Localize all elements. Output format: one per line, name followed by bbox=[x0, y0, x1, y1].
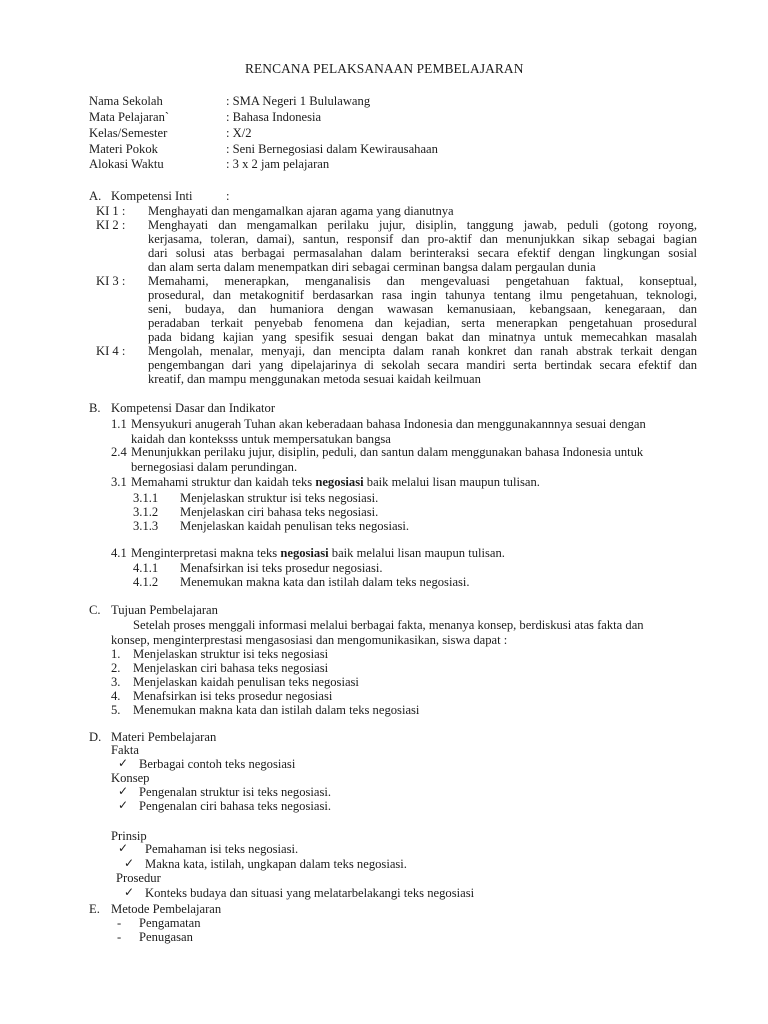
kd-number: 1.1 bbox=[111, 417, 127, 431]
kd-text: bernegosiasi dalam perundingan. bbox=[131, 460, 298, 474]
ki-label: KI 3 : bbox=[96, 274, 126, 288]
ki-text-line: pengembangan dari yang dipelajarinya di sekolah secara mandiri serta bertindak secara efektif dan bbox=[148, 358, 697, 372]
section-heading: Metode Pembelajaran bbox=[111, 902, 222, 916]
list-number: 2. bbox=[111, 661, 121, 675]
kd-number: 4.1 bbox=[111, 546, 127, 560]
indicator-number: 4.1.2 bbox=[133, 575, 159, 589]
indicator-text: Menafsirkan isi teks prosedur negosiasi. bbox=[180, 561, 383, 575]
identity-label: Nama Sekolah bbox=[89, 94, 163, 108]
indicator-text: Menjelaskan ciri bahasa teks negosiasi. bbox=[180, 505, 379, 519]
indicator-number: 3.1.2 bbox=[133, 505, 159, 519]
kd-number: 2.4 bbox=[111, 445, 127, 459]
ki-text-line: prosedural, dan metakognitif berdasarkan rasa ingin tahunya tentang ilmu pengetahuan, teknologi, bbox=[148, 288, 697, 302]
check-mark-icon: ✓ bbox=[124, 885, 135, 899]
list-number: 4. bbox=[111, 689, 121, 703]
kd-text-part: Memahami struktur dan kaidah teks bbox=[131, 475, 316, 489]
section-letter: A. bbox=[89, 189, 102, 203]
section-colon: : bbox=[226, 189, 230, 203]
identity-label: Kelas/Semester bbox=[89, 126, 168, 140]
section-heading: Kompetensi Inti bbox=[111, 189, 193, 203]
kd-text-part: baik melalui lisan maupun tulisan. bbox=[363, 475, 540, 489]
list-number: 3. bbox=[111, 675, 121, 689]
ki-label: KI 4 : bbox=[96, 344, 126, 358]
identity-label: Materi Pokok bbox=[89, 142, 158, 156]
indicator-text: Menjelaskan struktur isi teks negosiasi. bbox=[180, 491, 379, 505]
kd-text: kaidah dan konteksss untuk mempersatukan bangsa bbox=[131, 432, 391, 446]
identity-value: : X/2 bbox=[226, 126, 252, 140]
section-heading: Kompetensi Dasar dan Indikator bbox=[111, 401, 276, 415]
kd-keyword: negosiasi bbox=[315, 475, 364, 489]
ki-text-line: Memahami, menerapkan, menganalisis dan mengevaluasi pengetahuan faktual, konseptual, bbox=[148, 274, 697, 288]
indicator-number: 3.1.1 bbox=[133, 491, 159, 505]
indicator-text: Menjelaskan kaidah penulisan teks negosiasi. bbox=[180, 519, 410, 533]
ki-text-line: dari solusi atas berbagai permasalahan dalam berinteraksi secara efektif dengan lingkungan sosial bbox=[148, 246, 697, 260]
check-mark-icon: ✓ bbox=[118, 784, 129, 798]
kd-text-part: Menginterpretasi makna teks bbox=[131, 546, 281, 560]
paragraph-line: Setelah proses menggali informasi melalui berbagai fakta, menanya konsep, berdiskusi atas fakta dan bbox=[133, 618, 644, 632]
kd-text: Mensyukuri anugerah Tuhan akan keberadaan bahasa Indonesia dan menggunakannnya sesuai dengan bbox=[131, 417, 646, 431]
kd-number: 3.1 bbox=[111, 475, 127, 489]
check-mark-icon: ✓ bbox=[124, 856, 135, 870]
ki-text-line: peradaban terkait penyebab fenomena dan kejadian, serta menerapkan pengetahuan prosedural bbox=[148, 316, 697, 330]
list-number: 5. bbox=[111, 703, 121, 717]
section-letter: C. bbox=[89, 603, 101, 617]
section-letter: D. bbox=[89, 730, 102, 744]
ki-text-line: kerjasama, toleran, damai), santun, responsif dan pro-aktif dan menunjukkan sikap sebagai bagian bbox=[148, 232, 697, 246]
material-item: Konteks budaya dan situasi yang melatarbelakangi teks negosiasi bbox=[145, 886, 475, 900]
subsection-label: Fakta bbox=[111, 743, 139, 757]
list-item: Menjelaskan ciri bahasa teks negosiasi bbox=[133, 661, 329, 675]
section-heading: Materi Pembelajaran bbox=[111, 730, 217, 744]
identity-label: Mata Pelajaran` bbox=[89, 110, 170, 124]
subsection-label: Prosedur bbox=[116, 871, 161, 885]
list-item: Menjelaskan kaidah penulisan teks negosiasi bbox=[133, 675, 359, 689]
material-item: Berbagai contoh teks negosiasi bbox=[139, 757, 296, 771]
check-mark-icon: ✓ bbox=[118, 756, 129, 770]
kd-text-part: baik melalui lisan maupun tulisan. bbox=[328, 546, 505, 560]
check-mark-icon: ✓ bbox=[118, 798, 129, 812]
kd-text bbox=[131, 476, 540, 489]
ki-text-line: Menghayati dan mengamalkan ajaran agama yang dianutnya bbox=[148, 204, 454, 218]
identity-value: : Bahasa Indonesia bbox=[226, 110, 322, 124]
method-item: Penugasan bbox=[139, 930, 193, 944]
section-heading: Tujuan Pembelajaran bbox=[111, 603, 218, 617]
ki-text-line: seni, budaya, dan humaniora dengan wawasan kemanusiaan, kebangsaan, kenegaraan, dan bbox=[148, 302, 697, 316]
identity-value: : Seni Bernegosiasi dalam Kewirausahaan bbox=[226, 142, 438, 156]
indicator-number: 4.1.1 bbox=[133, 561, 159, 575]
indicator-number: 3.1.3 bbox=[133, 519, 159, 533]
list-number: 1. bbox=[111, 647, 121, 661]
ki-text-line: Menghayati dan mengamalkan perilaku jujur, disiplin, tanggung jawab, peduli (gotong royong, bbox=[148, 218, 697, 232]
material-item: Pengenalan struktur isi teks negosiasi. bbox=[139, 785, 332, 799]
list-item: Menemukan makna kata dan istilah dalam teks negosiasi bbox=[133, 703, 420, 717]
material-item: Pemahaman isi teks negosiasi. bbox=[145, 842, 299, 856]
identity-value: : SMA Negeri 1 Bululawang bbox=[226, 94, 371, 108]
section-letter: B. bbox=[89, 401, 101, 415]
list-item: Menafsirkan isi teks prosedur negosiasi bbox=[133, 689, 333, 703]
ki-label: KI 2 : bbox=[96, 218, 126, 232]
subsection-label: Prinsip bbox=[111, 829, 147, 843]
dash-bullet: - bbox=[117, 916, 122, 930]
ki-label: KI 1 : bbox=[96, 204, 126, 218]
subsection-label: Konsep bbox=[111, 771, 150, 785]
ki-text-line: pada bidang kajian yang spesifik sesuai dengan bakat dan minatnya untuk memecahkan masalah bbox=[148, 330, 697, 344]
section-letter: E. bbox=[89, 902, 100, 916]
indicator-text: Menemukan makna kata dan istilah dalam teks negosiasi. bbox=[180, 575, 470, 589]
dash-bullet: - bbox=[117, 930, 122, 944]
method-item: Pengamatan bbox=[139, 916, 201, 930]
paragraph-line: konsep, menginterprestasi mengasosiasi dan mengomunikasikan, siswa dapat : bbox=[111, 633, 508, 647]
list-item: Menjelaskan struktur isi teks negosiasi bbox=[133, 647, 329, 661]
material-item: Pengenalan ciri bahasa teks negosiasi. bbox=[139, 799, 331, 813]
material-item: Makna kata, istilah, ungkapan dalam teks negosiasi. bbox=[145, 857, 407, 871]
ki-text-line: kreatif, dan mampu menggunakan metoda sesuai kaidah keilmuan bbox=[148, 372, 481, 386]
ki-text-line: dan alam serta dalam menempatkan diri sebagai cerminan bangsa dalam pergaulan dunia bbox=[148, 260, 596, 274]
check-mark-icon: ✓ bbox=[118, 841, 129, 855]
identity-value: : 3 x 2 jam pelajaran bbox=[226, 157, 330, 171]
kd-keyword: negosiasi bbox=[280, 546, 329, 560]
ki-text-line: Mengolah, menalar, menyaji, dan mencipta dalam ranah konkret dan ranah abstrak terkait dengan bbox=[148, 344, 697, 358]
kd-text: Menunjukkan perilaku jujur, disiplin, peduli, dan santun dalam menggunakan bahasa Indonesia untuk bbox=[131, 445, 644, 459]
identity-label: Alokasi Waktu bbox=[89, 157, 164, 171]
kd-text bbox=[131, 547, 505, 560]
document-title: RENCANA PELAKSANAAN PEMBELAJARAN bbox=[245, 61, 524, 76]
